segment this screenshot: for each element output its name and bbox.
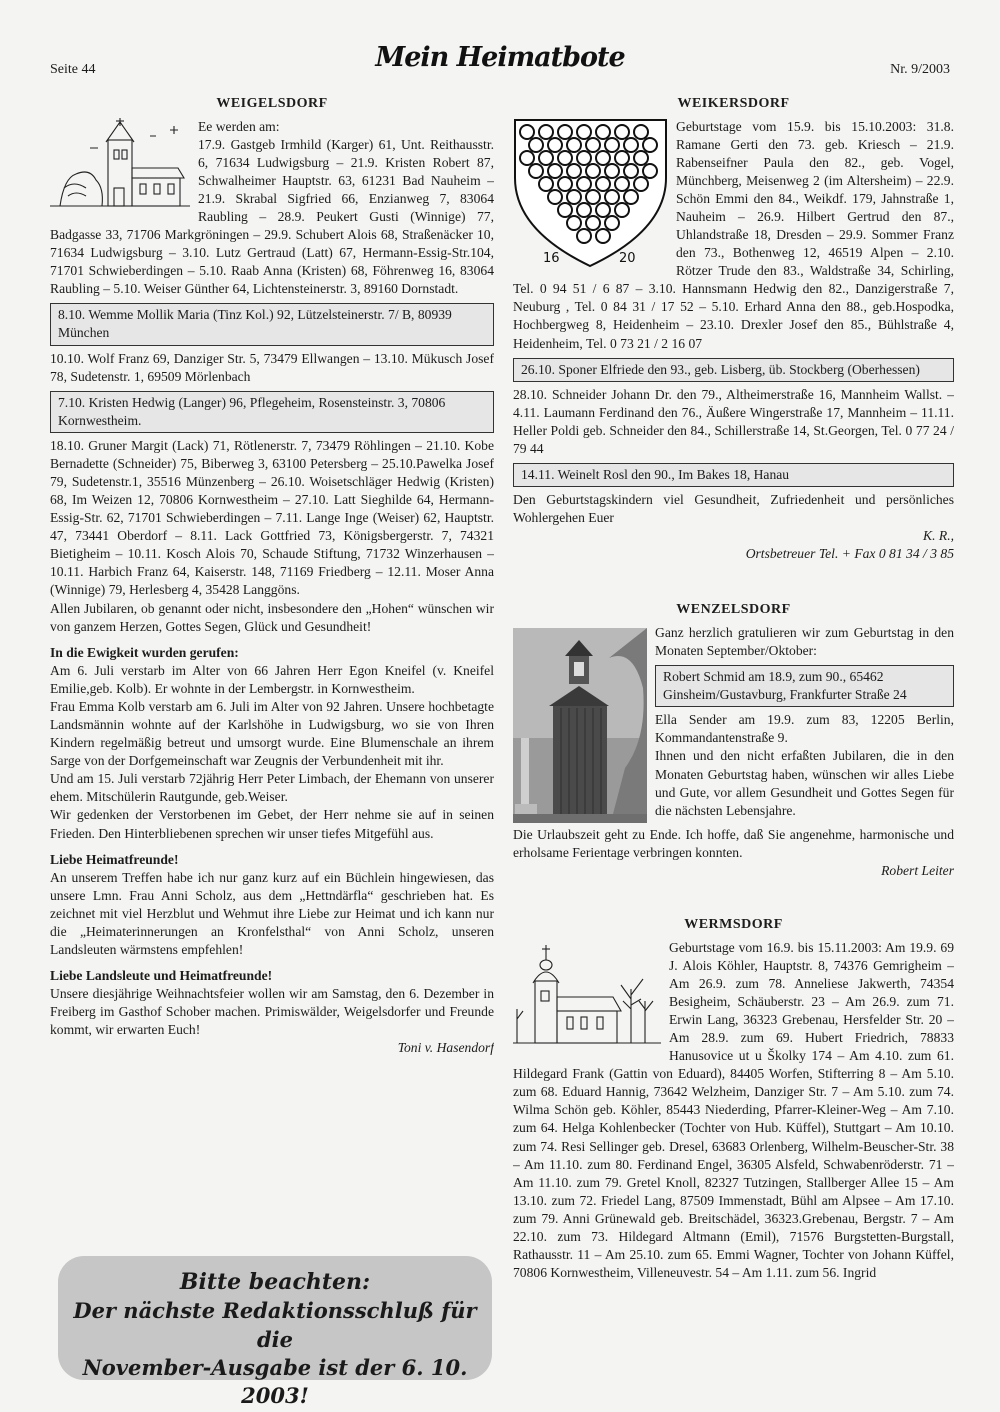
section-title: WEIGELSDORF <box>216 96 328 111</box>
signature: Robert Leiter <box>881 862 954 878</box>
section-wermsdorf <box>513 916 954 1282</box>
issue-number: Nr. 9/2003 <box>890 62 950 77</box>
heimatfreunde-text: An unserem Treffen habe ich nur ganz kurz auf ein Büchlein hingewiesen, das unsere Lmn. Frau Anni Scholz, aus dem „Hettndärfla“ geschrieben hat. Es zeichnet mit viel Herzblut und Wehmut ihre Liebe zur Heimat und ich kann nur die „Heimaterinnerungen an Kronfelsthal“ von Anni Scholz, unseren Landsleuten wärmstens empfehlen! <box>50 869 494 957</box>
section-title: WERMSDORF <box>684 917 783 933</box>
obituary-3: Und am 15. Juli verstarb 72jährig Herr Peter Limbach, der Ehemann von unserer ehem. Mitschülerin Rautgunde, geb.Weiser. <box>50 771 494 805</box>
section-title: WENZELSDORF <box>676 602 791 618</box>
right-column <box>513 95 954 1395</box>
page-number: Seite 44 <box>50 62 96 77</box>
wishes-text: Allen Jubilaren, ob genannt oder nicht, insbesondere den „Hohen“ wünschen wir von ganzem Herzen, Gottes Segen, Glück und Gesundheit! <box>50 600 494 634</box>
section-wenzelsdorf <box>513 601 954 880</box>
chapel-photo <box>513 628 647 823</box>
obituary-closing: Wir gedenken der Verstorbenen im Gebet, der Herr nehme sie auf in seinen Frieden. Den Hinterbliebenen sprechen wir unser tiefes Mitgefühl aus. <box>50 807 494 841</box>
section-weigelsdorf <box>50 95 494 1057</box>
ewigkeit-heading: In die Ewigkeit wurden gerufen: <box>50 644 239 660</box>
obituary-1: Am 6. Juli verstarb im Alter von 66 Jahren Herr Egon Kneifel (v. Kneifel Emilie,geb. Kolb). Er wohnte in der Lembergstr. in Kornwestheim. <box>50 662 494 696</box>
signature: Toni v. Hasendorf <box>397 1040 494 1056</box>
birthday-list-1: Geburtstage vom 15.9. bis 15.10.2003: 31.8. Ramane Gerti den 73. geb. Kriesch – 21.9. Rabenseifner Paula den 82., geb. Vogel, Münchberg, Meisenweg 2 (im Altersheim) – 22.9. Schön Emmi den 84., Weikdf. 179, Jahnstraße 1, Nauheim – 26.9. Hilbert Gertrud den 87., Uhlandstraße 18, Dresden – 29.9. Sommer Franz den 73., Bothenweg 12, 46519 Alpen – 2.10. Rötzer Trude den 83., Waldstraße 34, Schirling, Tel. 0 94 51 / 6 87 – 3.10. Hannsmann Hedwig den 82., Danzigerstraße 7, Neuburg , Tel. 0 84 31 / 17 52 – 5.10. Erhard Anna den 88., geb.Hospodka, Hochbergweg 8, Heidenheim – 23.10. Drexler Josef den 85., Bühlstraße 4, Heidenheim, Tel. 0 73 21 / 2 16 07 <box>513 118 954 351</box>
landsleute-heading: Liebe Landsleute und Heimatfreunde! <box>50 968 273 984</box>
highlight-box-2: 7.10. Kristen Hedwig (Langer) 96, Pflegeheim, Rosensteinstr. 3, 70806 Kornwestheim. <box>50 391 494 433</box>
highlight-box-1: 8.10. Wemme Mollik Maria (Tinz Kol.) 92, Lützelsteinerstr. 7/ B, 80939 München <box>50 303 494 345</box>
crest-year-left: 16 <box>543 250 560 266</box>
wishes-text: Den Geburtstagskindern viel Gesundheit, Zufriedenheit und persönliches Wohlergehen Euer <box>513 492 954 526</box>
section-weikersdorf <box>513 95 954 563</box>
landsleute-text: Unsere diesjährige Weihnachtsfeier wollen wir am Samstag, den 6. Dezember in Freiberg im Gasthof Schober machen. Primiswälder, Weigelsdorfer und Freunde kommt, wir erwarten Euch! <box>50 986 494 1038</box>
highlight-box-2: 14.11. Weinelt Rosl den 90., Im Bakes 18, Hanau <box>513 463 954 487</box>
birthday-list-3: 18.10. Gruner Margit (Lack) 71, Rötlenerstr. 7, 73479 Röhlingen – 21.10. Kobe Bernadette (Schneider) 75, Biberweg 3, 63100 Petersberg – 25.10.Pawelka Josef 79, Sudetenstr.1, 35516 Münzenberg – 26.10. Woisetschläger Hedwig (Kristen) 68, Im Weizen 12, 70806 Kornwestheim – 27.10. Latt Sieghilde 64, Hermann-Essig-Str. 62, 71701 Schwieberdingen – 7.11. Lange Inge (Weiser) 62, Hauptstr. 47, 73441 Oberdorf – 8.11. Lack Gottfried 73, Königsbergerstr. 7, 74321 Bietigheim – 10.11. Kosch Alois 70, Schaude Stiftung, 71732 Winzerhausen – 10.11. Harbich Franz 64, Kaiserstr. 148, 71169 Friedberg – 12.11. Moser Anna (Winnige) 79, Herlesberg 4, 35428 Langgöns. <box>50 437 494 598</box>
birthday-list-2: 10.10. Wolf Franz 69, Danziger Str. 5, 73479 Ellwangen – 13.10. Mükusch Josef 78, Sudetenstr. 1, 69509 Mörlenbach <box>50 350 494 384</box>
left-column <box>50 95 494 1385</box>
church-sketch-icon <box>513 939 661 1049</box>
obituary-2: Frau Emma Kolb verstarb am 6. Juli im Alter von 92 Jahren. Unsere hochbetagte Landsmännin wohnte auf der Karlshöhe in Ludwigsburg, wo sie von Ihren Kindern regelmäßig betreut und umsorgt wurde. Eine Blumenschale an ihrem Sarge von der Dorfgemeinschaft war Zeugnis der Verbundenheit mit ihr. <box>50 698 494 769</box>
birthday-list-2: 28.10. Schneider Johann Dr. den 79., Altheimerstraße 16, Mannheim Wallst. – 4.11. Laumann Ferdinand den 76., Äußere Wingerstraße 17, Mannheim – 11.11. Heller Poldi geb. Schneider den 84., Schillerstraße 14, St.Georgen, Tel. 0 77 24 / 79 44 <box>513 386 954 456</box>
notice-line-2: November-Ausgabe ist der 6. 10. 2003! <box>82 1354 468 1409</box>
wishes-text: Ihnen und den nicht erfaßten Jubilaren, die in den Monaten Geburtstag haben, wünschen wir alles Liebe und Gute, vor allem Gesundheit und Gottes Segen für die nächsten Lebensjahre. <box>655 748 954 818</box>
signature-contact: Ortsbetreuer Tel. + Fax 0 81 34 / 3 85 <box>745 546 954 562</box>
notice-line-1: Der nächste Redaktionsschluß für die <box>73 1298 477 1352</box>
signature-initials: K. R., <box>923 528 954 544</box>
intro-text: Ganz herzlich gratulieren wir zum Geburtstag in den Monaten September/Oktober: <box>655 625 954 659</box>
birthday-entry: Ella Sender am 19.9. zum 83, 12205 Berlin, Kommandantenstraße 9. <box>655 712 954 746</box>
birthday-list-1: 17.9. Gastgeb Irmhild (Karger) 61, Unt. Reithausstr. 6, 71634 Ludwigsburg – 21.9. Kristen Robert 87, Schwalheimer Hauptstr. 63, 61231 Bad Nauheim – 21.9. Skrabal Sigfried 66, Enzianweg 7, 83064 Raubling – 28.9. Peukert Gusti (Winnige) 77, Badgasse 33, 71706 Markgröningen – 29.9. Schubert Alois 68, Straßenäcker 10, 71634 Ludwigsburg – 3.10. Lutz Gertraud (Latt) 67, Hermann-Essig-Str.104, 71701 Schwieberdingen – 5.10. Raab Anna (Kristen) 68, Föhrenweg 16, 83064 Raubling – 5.10. Weiser Günther 64, Lichtensteinerstr. 3, 89160 Dornstadt. <box>50 136 494 297</box>
holiday-text: Die Urlaubszeit geht zu Ende. Ich hoffe, daß Sie angenehme, harmonische und erholsame Ferientage verbringen konnten. <box>513 826 954 860</box>
intro-text: Ee werden am: <box>198 118 280 134</box>
masthead-logo: Mein Heimatbote <box>375 42 625 73</box>
birthday-list: Geburtstage vom 16.9. bis 15.11.2003: Am 19.9. 69 J. Alois Köhler, Hauptstr. 8, 74376 Gemrigheim – Am 26.9. zum 78. Anneliese Jakwerth, 74354 Besigheim, Schäuberstr. 23 – Am 26.9. zum 71. Erwin Lang, 36323 Grebenau, Hersfelder Str. 20 – Am 28.9. zum 69. Hubert Friedrich, 78833 Hanusovice ut u Školky 174 – Am 4.10. zum 61. Hildegard Frank (Gattin von Eduard), 84405 Worfen, Stifterring 8 – Am 5.10. zum 68. Eduard Hannig, 73642 Welzheim, Danziger Str. 7 – Am 5.10. zum 74. Wilma Schön geb. Köhler, 85443 Niederding, Pfarrer-Kleiner-Weg – Am 7.10. zum 64. Helga Kohlenbecker (Tochter von Hub. Küffel), Stuttgart – Am 10.10. zum 74. Resi Sellinger geb. Dresel, 63683 Orlenberg, Wilhelm-Beuscher-Str. 38 – Am 11.10. zum 80. Ferdinand Engel, 36305 Alsfeld, Schwabenröderstr. 71 – Am 11.10. zum 79. Gretel Knoll, 82327 Tutzingen, Stallberger Allee 15 – Am 13.10. zum 72. Friedel Lang, 87509 Immenstadt, Bühl am Alpsee – Am 17.10. zum 79. Anni Grünewald geb. Breitschädel, 36323.Grebenau, Bergstr. 7 – Am 22.10. zum 73. Hildegard Altmann (Emil), 71576 Burgstetten-Burgstall, Rathausstr. 11 – Am 25.10. zum 65. Emmi Wagner, Tochter von Johann Küffel, 70806 Kornwestheim, Villeneuvestr. 54 – Am 1.11. zum 56. Ingrid <box>513 939 954 1281</box>
section-title: WEIKERSDORF <box>677 96 790 111</box>
notice-heading: Bitte beachten: <box>179 1269 371 1295</box>
coat-of-arms-icon <box>513 118 668 268</box>
heimatfreunde-heading: Liebe Heimatfreunde! <box>50 851 179 867</box>
crest-year-right: 20 <box>619 250 636 266</box>
highlight-box-1: 26.10. Sponer Elfriede den 93., geb. Lisberg, üb. Stockberg (Oberhessen) <box>513 358 954 382</box>
church-sketch-icon <box>50 118 190 213</box>
deadline-notice <box>58 1256 492 1409</box>
highlight-box-1: Robert Schmid am 18.9, zum 90., 65462 Ginsheim/Gustavburg, Frankfurter Straße 24 <box>655 665 954 707</box>
